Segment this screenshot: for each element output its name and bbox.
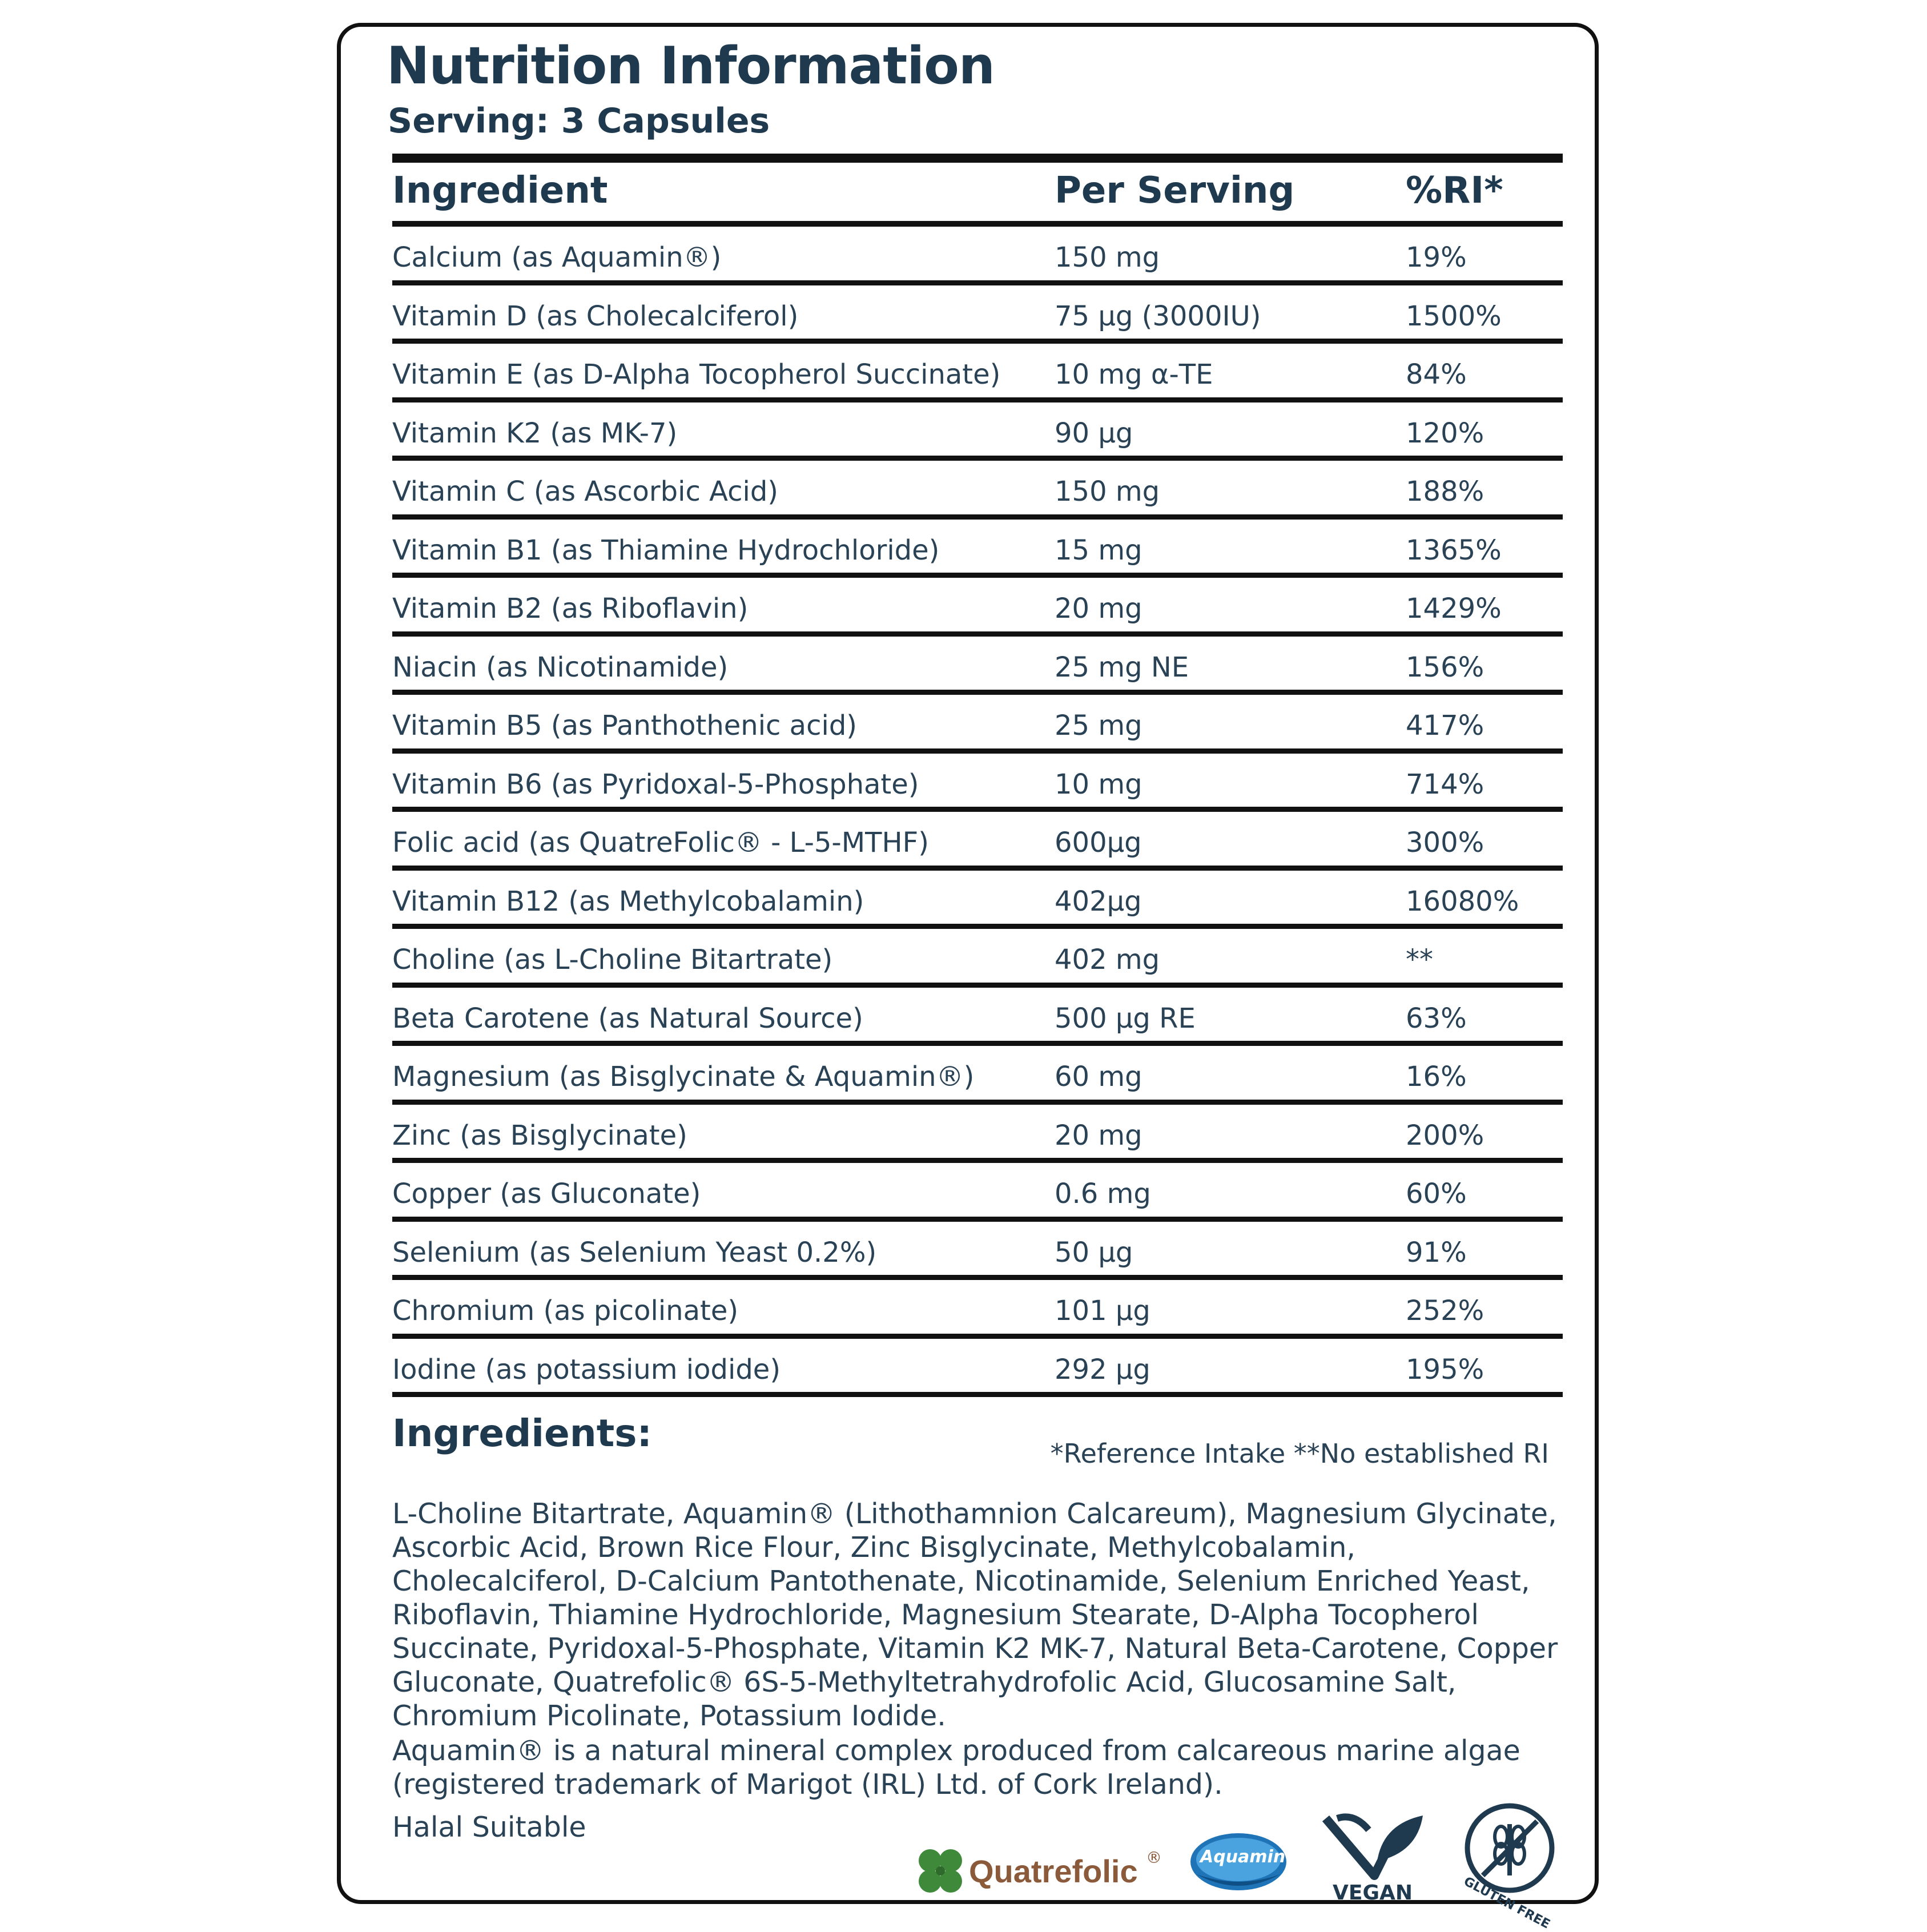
aquamin-note: Aquamin® is a natural mineral complex produced from calcareous marine algae (registered trademark of Marigot (IRL) Ltd. of Cork Ireland). xyxy=(392,1734,1520,1801)
header-rule xyxy=(392,221,1563,227)
ingredient-name: Vitamin B2 (as Riboflavin) xyxy=(392,593,749,625)
ri-value: 19% xyxy=(1406,242,1467,273)
ingredients-list: L-Choline Bitartrate, Aquamin® (Lithothamnion Calcareum), Magnesium Glycinate, Ascorbic Acid, Brown Rice Flour, Zinc Bisglycinate, Methylcobalamin, Cholecalciferol, D-Calcium Pantothenate, Nicotinamide, Selenium Enriched Yeast, Riboflavin, Thiamine Hydrochloride, Magnesium Stearate, D-Alpha Tocopherol Succinate, Pyridoxal-5-Phosphate, Vitamin K2 MK-7, Natural Beta-Carotene, Copper Gluconate, Quatrefolic® 6S-5-Methyltetrahydrofolic Acid, Glucosamine Salt, Chromium Picolinate, Potassium Iodide. xyxy=(392,1498,1558,1732)
ri-value: 1365% xyxy=(1406,534,1502,566)
table-row xyxy=(392,929,1563,988)
per-serving-value: 101 μg xyxy=(1055,1295,1150,1327)
header-per-serving: Per Serving xyxy=(1055,170,1295,212)
per-serving-value: 75 μg (3000IU) xyxy=(1055,300,1261,332)
table-row xyxy=(392,285,1563,344)
per-serving-value: 25 mg NE xyxy=(1055,651,1189,683)
per-serving-value: 600μg xyxy=(1055,827,1142,859)
ingredient-name: Vitamin D (as Cholecalciferol) xyxy=(392,300,799,332)
ri-value: 252% xyxy=(1406,1295,1485,1327)
ingredient-name: Selenium (as Selenium Yeast 0.2%) xyxy=(392,1236,877,1269)
ingredient-name: Beta Carotene (as Natural Source) xyxy=(392,1002,863,1035)
ingredient-name: Magnesium (as Bisglycinate & Aquamin®) xyxy=(392,1061,975,1093)
table-row xyxy=(392,1339,1563,1398)
per-serving-value: 50 μg xyxy=(1055,1236,1133,1269)
ri-value: 156% xyxy=(1406,651,1485,683)
ingredient-name: Niacin (as Nicotinamide) xyxy=(392,651,729,683)
ri-value: 195% xyxy=(1406,1353,1485,1386)
ri-value: 1500% xyxy=(1406,300,1502,332)
ingredient-name: Iodine (as potassium iodide) xyxy=(392,1353,781,1386)
ri-value: 120% xyxy=(1406,417,1485,449)
ingredient-name: Vitamin B12 (as Methylcobalamin) xyxy=(392,885,864,917)
gluten-free-label: GLUTEN FREE xyxy=(1461,1874,1552,1932)
table-row xyxy=(392,1046,1563,1105)
ingredient-name: Choline (as L-Choline Bitartrate) xyxy=(392,944,833,976)
ingredient-name: Vitamin E (as D-Alpha Tocopherol Succinate) xyxy=(392,359,1001,391)
per-serving-value: 10 mg α-TE xyxy=(1055,359,1213,391)
table-row xyxy=(392,871,1563,929)
per-serving-value: 60 mg xyxy=(1055,1061,1142,1093)
ri-value: 1429% xyxy=(1406,593,1502,625)
nutrition-table xyxy=(392,227,1563,1397)
ingredient-name: Copper (as Gluconate) xyxy=(392,1178,701,1210)
per-serving-value: 150 mg xyxy=(1055,242,1160,273)
vegan-leaf-icon xyxy=(1320,1807,1429,1881)
per-serving-value: 90 μg xyxy=(1055,417,1133,449)
ri-value: 84% xyxy=(1406,359,1467,391)
ri-value: 714% xyxy=(1406,768,1485,800)
table-top-rule xyxy=(392,154,1563,163)
page-title: Nutrition Information xyxy=(387,36,995,96)
ingredients-title: Ingredients: xyxy=(392,1411,652,1455)
ingredient-name: Vitamin B5 (as Panthothenic acid) xyxy=(392,710,858,742)
ri-value: 417% xyxy=(1406,710,1485,742)
ingredient-name: Vitamin K2 (as MK-7) xyxy=(392,417,678,449)
ingredient-name: Chromium (as picolinate) xyxy=(392,1295,739,1327)
table-row xyxy=(392,988,1563,1046)
header-ri: %RI* xyxy=(1406,170,1503,212)
gluten-free-logo xyxy=(1460,1801,1560,1932)
per-serving-value: 15 mg xyxy=(1055,534,1142,566)
per-serving-value: 402 mg xyxy=(1055,944,1160,976)
table-row xyxy=(392,1105,1563,1164)
table-row xyxy=(392,637,1563,695)
quatrefolic-registered: ® xyxy=(1146,1848,1162,1867)
ingredient-name: Calcium (as Aquamin®) xyxy=(392,242,722,273)
aquamin-wordmark: Aquamin xyxy=(1200,1847,1286,1867)
ri-value: ** xyxy=(1406,944,1433,976)
table-row xyxy=(392,1163,1563,1222)
table-row xyxy=(392,227,1563,285)
table-row xyxy=(392,754,1563,812)
ri-value: 16% xyxy=(1406,1061,1467,1093)
ri-value: 300% xyxy=(1406,827,1485,859)
aquamin-logo xyxy=(1189,1830,1289,1898)
ingredient-name: Vitamin C (as Ascorbic Acid) xyxy=(392,476,779,508)
per-serving-value: 292 μg xyxy=(1055,1353,1150,1386)
header-ingredient: Ingredient xyxy=(392,170,608,212)
ingredient-name: Zinc (as Bisglycinate) xyxy=(392,1119,687,1152)
serving-size: Serving: 3 Capsules xyxy=(388,101,770,141)
vegan-label: VEGAN xyxy=(1333,1881,1413,1905)
per-serving-value: 150 mg xyxy=(1055,476,1160,508)
quatrefolic-logo xyxy=(912,1842,1162,1899)
per-serving-value: 25 mg xyxy=(1055,710,1142,742)
ri-value: 63% xyxy=(1406,1002,1467,1035)
per-serving-value: 402μg xyxy=(1055,885,1142,917)
ingredient-name: Folic acid (as QuatreFolic® - L-5-MTHF) xyxy=(392,827,929,859)
table-row xyxy=(392,1280,1563,1339)
clover-icon xyxy=(912,1842,969,1899)
per-serving-value: 0.6 mg xyxy=(1055,1178,1151,1210)
table-row xyxy=(392,344,1563,402)
ri-value: 16080% xyxy=(1406,885,1519,917)
table-row xyxy=(392,695,1563,754)
table-row xyxy=(392,1222,1563,1281)
quatrefolic-wordmark: Quatrefolic xyxy=(969,1853,1138,1889)
per-serving-value: 20 mg xyxy=(1055,593,1142,625)
ri-value: 200% xyxy=(1406,1119,1485,1152)
ingredient-name: Vitamin B6 (as Pyridoxal-5-Phosphate) xyxy=(392,768,919,800)
ri-value: 91% xyxy=(1406,1236,1467,1269)
vegan-logo xyxy=(1320,1807,1429,1904)
per-serving-value: 500 μg RE xyxy=(1055,1002,1196,1035)
table-row xyxy=(392,461,1563,520)
table-row xyxy=(392,812,1563,871)
table-row xyxy=(392,578,1563,637)
halal-suitable: Halal Suitable xyxy=(392,1811,586,1844)
nutrition-panel xyxy=(337,23,1599,1932)
ingredient-name: Vitamin B1 (as Thiamine Hydrochloride) xyxy=(392,534,940,566)
per-serving-value: 10 mg xyxy=(1055,768,1142,800)
table-row xyxy=(392,520,1563,578)
reference-intake-footnote: *Reference Intake **No established RI xyxy=(1050,1438,1549,1469)
table-row xyxy=(392,402,1563,461)
ri-value: 188% xyxy=(1406,476,1485,508)
ri-value: 60% xyxy=(1406,1178,1467,1210)
per-serving-value: 20 mg xyxy=(1055,1119,1142,1152)
